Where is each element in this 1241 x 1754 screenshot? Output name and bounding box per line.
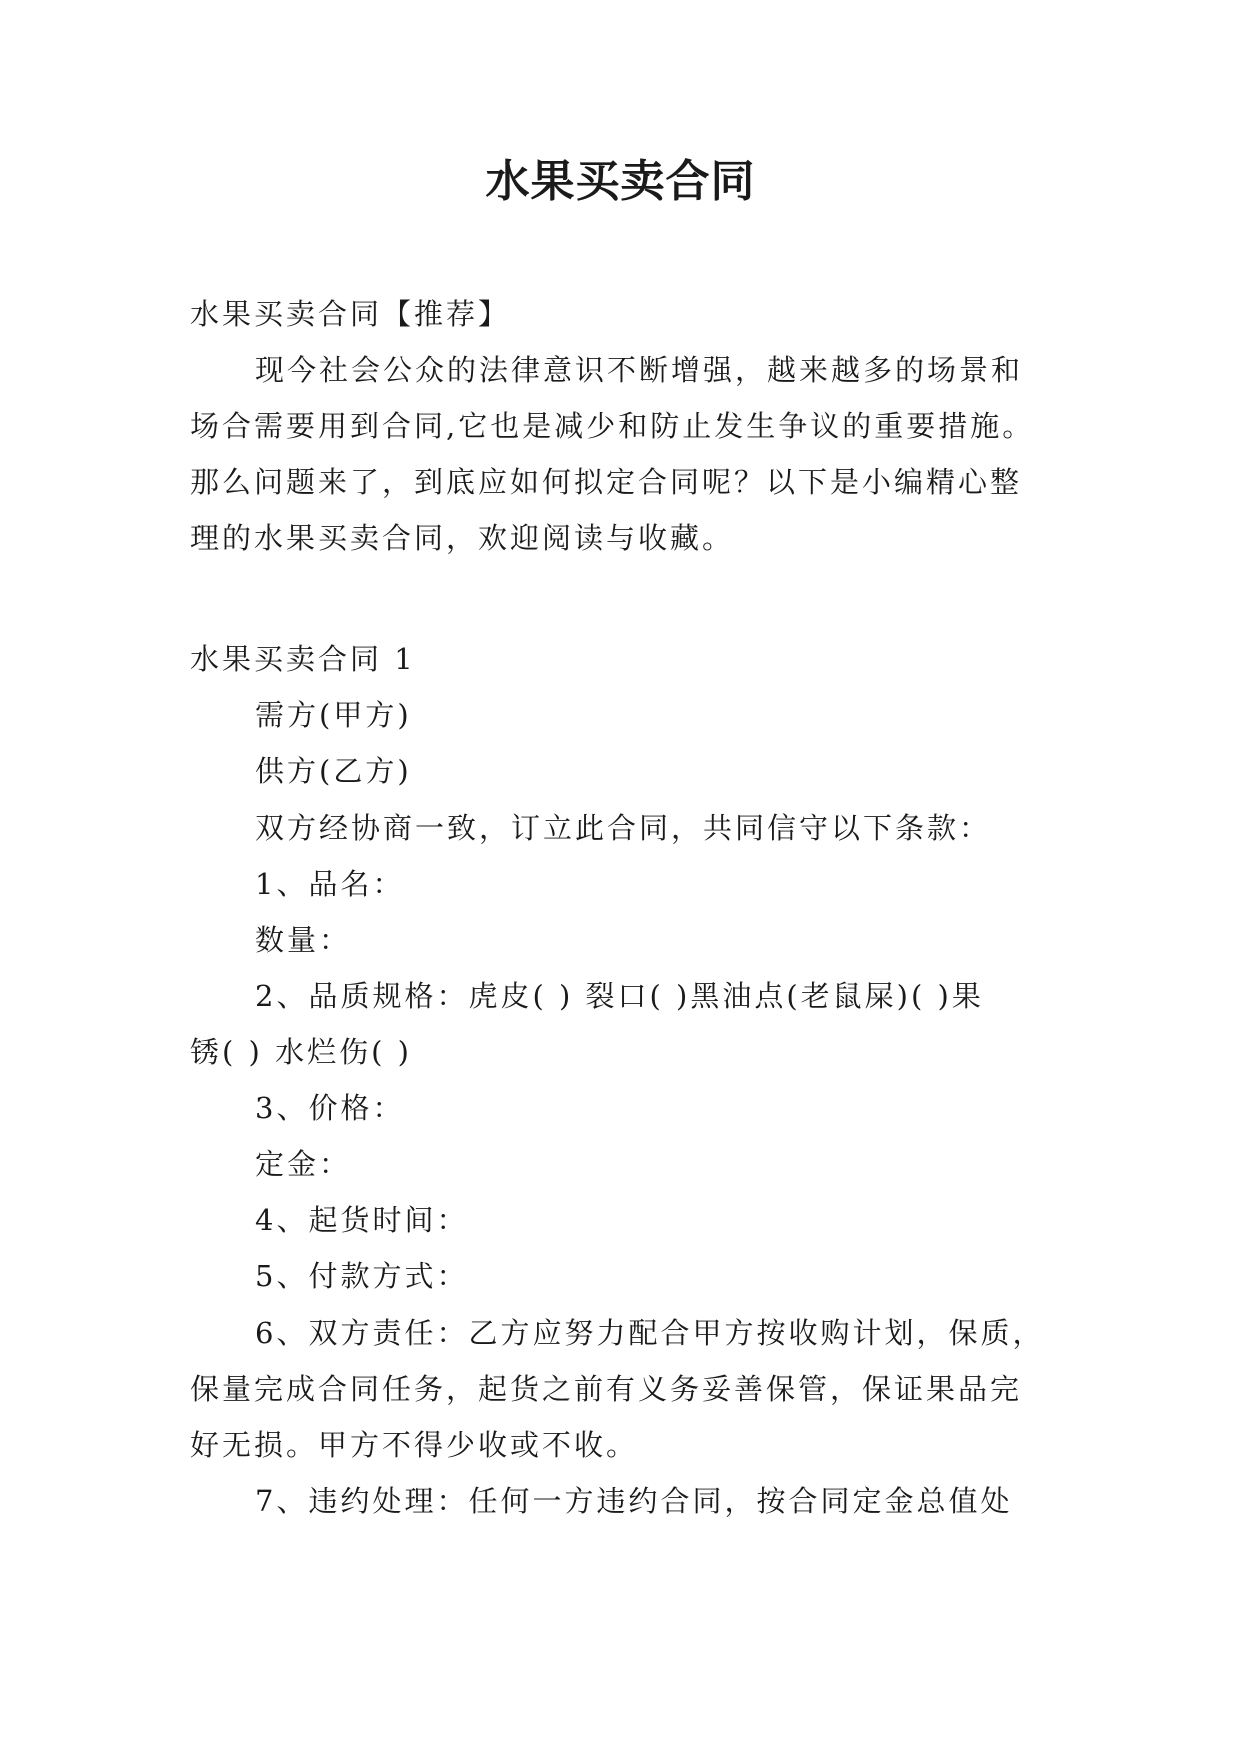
section-heading: 水果买卖合同 1	[190, 642, 416, 676]
body-line: 2、品质规格：虎皮( ) 裂口( )黑油点(老鼠屎)( )果	[255, 979, 984, 1013]
body-line: 5、付款方式：	[255, 1259, 469, 1293]
body-line: 供方(乙方)	[255, 754, 412, 788]
body-line: 定金：	[255, 1147, 352, 1181]
body-line: 需方(甲方)	[255, 698, 412, 732]
body-line: 好无损。甲方不得少收或不收。	[190, 1428, 639, 1462]
body-line: 7、违约处理：任何一方违约合同，按合同定金总值处	[255, 1484, 1013, 1518]
intro-line: 场合需要用到合同,它也是减少和防止发生争议的重要措施。	[190, 409, 1035, 443]
document-subtitle: 水果买卖合同【推荐】	[190, 297, 511, 331]
body-line: 保量完成合同任务，起货之前有义务妥善保管，保证果品完	[190, 1372, 1023, 1406]
body-line: 数量：	[255, 923, 352, 957]
body-line: 锈( ) 水烂伤( )	[190, 1035, 412, 1069]
body-line: 双方经协商一致，订立此合同，共同信守以下条款：	[255, 811, 992, 845]
body-line: 3、价格：	[255, 1091, 405, 1125]
document-title: 水果买卖合同	[485, 156, 756, 207]
body-line: 4、起货时间：	[255, 1203, 469, 1237]
body-line: 1、品名：	[255, 867, 405, 901]
intro-line: 那么问题来了，到底应如何拟定合同呢？以下是小编精心整	[190, 465, 1023, 499]
intro-line: 现今社会公众的法律意识不断增强，越来越多的场景和	[255, 353, 1024, 387]
intro-line: 理的水果买卖合同，欢迎阅读与收藏。	[190, 521, 735, 555]
body-line: 6、双方责任：乙方应努力配合甲方按收购计划，保质，	[255, 1316, 1045, 1350]
